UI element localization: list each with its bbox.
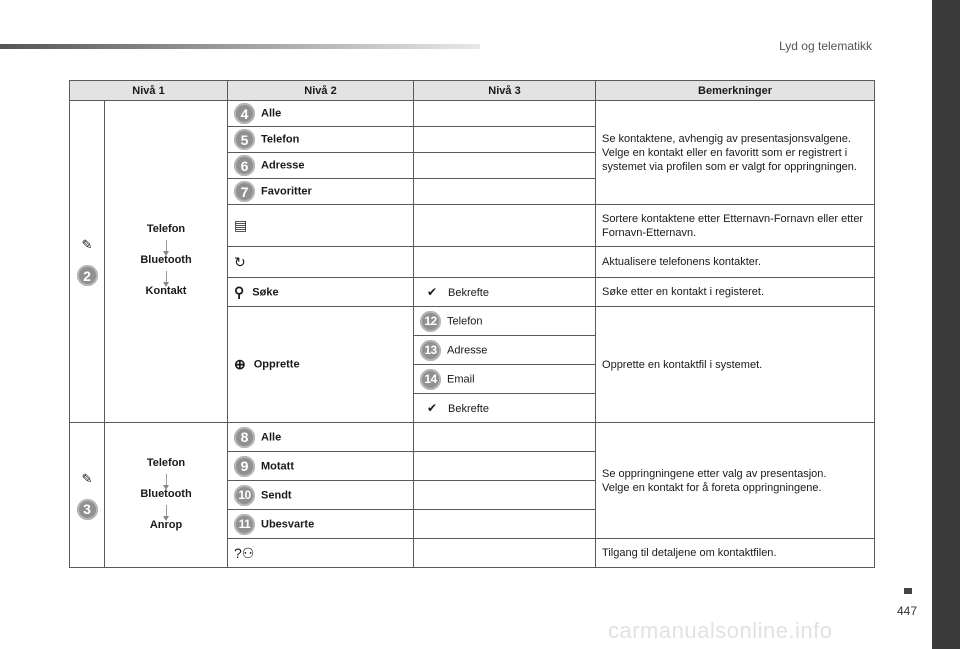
level-2-cell: [228, 510, 414, 539]
level-2-label: Adresse: [261, 159, 305, 172]
level-2-cell: [228, 307, 414, 423]
remark-cell: Opprette en kontaktfil i systemet.: [596, 307, 875, 423]
level-2-label: Opprette: [253, 358, 300, 371]
level-2-cell: [228, 278, 414, 307]
level-3-cell: [414, 452, 596, 481]
badge-icon: 6: [234, 155, 255, 176]
page-marker: [904, 588, 912, 594]
badge-icon: 7: [234, 181, 255, 202]
add-icon: ⊕: [234, 356, 246, 372]
badge-icon: 10: [234, 485, 255, 506]
level-3-cell: [414, 247, 596, 278]
badge-icon: 9: [234, 456, 255, 477]
badge-icon: 5: [234, 129, 255, 150]
watermark: carmanualsonline.info: [608, 618, 833, 643]
path-step: Telefon: [146, 456, 186, 469]
arrow-down-icon: [166, 474, 167, 486]
badge-icon: 3: [77, 499, 98, 520]
badge-icon: 2: [77, 265, 98, 286]
level-2-cell: [228, 247, 414, 278]
table-row: [70, 101, 875, 127]
level-2-cell: [228, 127, 414, 153]
level-3-label: Email: [447, 372, 475, 385]
level-2-cell: [228, 205, 414, 247]
level-2-label: Alle: [261, 107, 282, 120]
arrow-down-icon: [166, 240, 167, 252]
page-number: 447: [897, 604, 918, 618]
level-2-cell: [228, 481, 414, 510]
remark-cell: Sortere kontaktene etter Etternavn-Fornavn eller etter Fornavn-Etternavn.: [596, 205, 875, 247]
level-2-label: Favoritter: [261, 185, 312, 198]
level-3-cell: [414, 510, 596, 539]
path-step: Bluetooth: [140, 487, 192, 500]
level-2-label: Sendt: [261, 488, 292, 501]
level-3-cell: [414, 307, 596, 336]
level-2-cell: [228, 452, 414, 481]
remark-cell: Tilgang til detaljene om kontaktfilen.: [596, 539, 875, 568]
remark-cell: Aktualisere telefonens kontakter.: [596, 247, 875, 278]
path-step: Telefon: [146, 223, 186, 235]
level-3-cell: [414, 365, 596, 394]
badge-icon: 4: [234, 103, 255, 124]
badge-icon: 13: [420, 340, 441, 361]
search-icon: ⚲: [234, 283, 245, 300]
badge-icon: 14: [420, 369, 441, 390]
pen-icon: ✎: [81, 470, 93, 486]
badge-icon: 8: [234, 427, 255, 448]
header-level-3: Nivå 3: [414, 81, 596, 101]
menu-table: [69, 80, 875, 568]
remark-cell: Søke etter en kontakt i registeret.: [596, 278, 875, 307]
level-2-cell: [228, 539, 414, 568]
level-3-cell: [414, 179, 596, 205]
badge-icon: 11: [234, 514, 255, 535]
remark-text: Se kontaktene, avhengig av presentasjonsvalgene. Velge en kontakt eller en favoritt som er registrert i systemet via profilen som er valgt for oppringningen.: [602, 132, 857, 173]
level-2-label: Alle: [261, 430, 282, 443]
level-2-label: Motatt: [261, 459, 295, 472]
page-sidebar: [932, 0, 960, 649]
group-a-icon-cell: [70, 101, 105, 423]
level-2-cell: [228, 153, 414, 179]
level-3-label: Telefon: [447, 314, 483, 327]
badge-icon: 12: [420, 311, 441, 332]
refresh-icon: ↻: [234, 253, 246, 270]
path-step: Bluetooth: [140, 254, 192, 266]
level-3-cell: [414, 336, 596, 365]
header-level-1: Nivå 1: [70, 81, 228, 101]
header-level-2: Nivå 2: [228, 81, 414, 101]
level-3-cell: [414, 205, 596, 247]
section-title: Lyd og telematikk: [779, 39, 872, 53]
level-3-cell: [414, 101, 596, 127]
level-2-cell: [228, 101, 414, 127]
level-3-cell: [414, 278, 596, 307]
remark-text: Se oppringningene etter valg av presentasjon. Velge en kontakt for å foreta oppringningene.: [602, 467, 827, 494]
group-b-menu-path: [105, 423, 228, 568]
level-3-cell: [414, 423, 596, 452]
group-a-menu-path: [105, 101, 228, 423]
level-3-cell: [414, 127, 596, 153]
checkmark-icon: ✔: [426, 285, 438, 299]
arrow-down-icon: [166, 271, 167, 283]
table-header-row: [70, 81, 875, 101]
level-3-label: Adresse: [447, 343, 488, 356]
checkmark-icon: ✔: [426, 401, 438, 415]
remark-cell: [596, 101, 875, 205]
top-decorative-bar: [0, 44, 480, 49]
path-step: Kontakt: [145, 285, 187, 297]
level-2-cell: [228, 423, 414, 452]
remark-cell: [596, 423, 875, 539]
level-2-label: Telefon: [261, 133, 300, 146]
contact-card-sort-icon: ▤: [234, 217, 248, 233]
table-row: [70, 423, 875, 452]
level-2-label: Søke: [252, 285, 279, 298]
level-2-label: Ubesvarte: [261, 517, 315, 530]
arrow-down-icon: [166, 505, 167, 517]
group-b-icon-cell: [70, 423, 105, 568]
level-3-cell: [414, 481, 596, 510]
level-3-label: Bekrefte: [448, 287, 489, 299]
header-remarks: Bemerkninger: [596, 81, 875, 101]
level-3-cell: [414, 394, 596, 423]
pen-icon: ✎: [81, 237, 93, 252]
level-3-cell: [414, 539, 596, 568]
level-3-label: Bekrefte: [448, 403, 489, 415]
level-2-cell: [228, 179, 414, 205]
path-step: Anrop: [149, 518, 183, 531]
contact-details-icon: ?⚇: [234, 544, 255, 561]
level-3-cell: [414, 153, 596, 179]
